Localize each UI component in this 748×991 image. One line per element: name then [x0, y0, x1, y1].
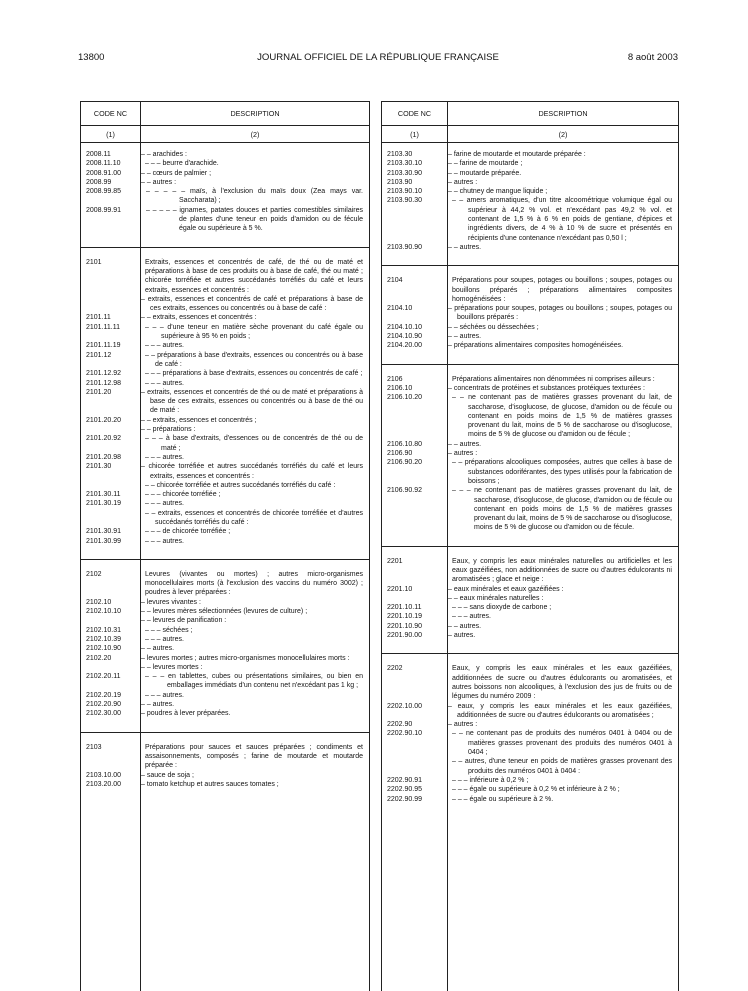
table-row: [382, 585, 678, 594]
code-column-header: CODE NC: [397, 109, 432, 118]
nc-code: 2008.11: [86, 151, 111, 158]
nc-code: 2201.10.11: [387, 604, 422, 612]
table-body: [382, 150, 678, 991]
nc-code: 2101.12: [86, 351, 112, 359]
description-text: – – autres.: [448, 333, 482, 341]
nc-code: 2106.10.20: [387, 394, 423, 402]
nc-code: 2102: [86, 570, 102, 578]
description-text: – autres :: [448, 721, 478, 729]
page-header: [78, 52, 678, 66]
description-text: – autres :: [448, 178, 478, 186]
description-text: – – – de chicorée torréfiée ;: [145, 528, 231, 536]
table-row: [81, 780, 369, 789]
table-row: [382, 622, 678, 631]
table-row: [81, 258, 369, 295]
nc-code: 2202.90.95: [387, 786, 423, 794]
description-text: – – – autres.: [145, 500, 184, 508]
description-text: – farine de moutarde et moutarde préparée :: [448, 151, 586, 158]
description-text: – – autres.: [448, 440, 482, 448]
nc-code: 2106.10: [387, 384, 413, 392]
table-row: [382, 776, 678, 785]
nc-code: 2201: [387, 557, 403, 565]
table-row: [382, 702, 678, 721]
nc-code: 2103.90.10: [387, 188, 423, 196]
table-row: [81, 369, 369, 378]
nc-code: 2202.90.99: [387, 795, 423, 803]
nc-code: [81, 425, 141, 434]
description-text: – – – égale ou supérieure à 2 %.: [452, 795, 554, 803]
nc-code: 2201.10.90: [387, 622, 423, 630]
description-text: – – – égale ou supérieure à 0,2 % et inférieure à 2 % ;: [452, 786, 620, 794]
description-text: – – – chicorée torréfiée ;: [145, 491, 221, 499]
table-row: [382, 393, 678, 439]
table-row: [81, 323, 369, 342]
table-row: [81, 654, 369, 663]
nc-code: 2101.30.11: [86, 491, 121, 499]
description-text: – préparations pour soupes, potages ou bouillons ; soupes, potages ou bouillons préparés :: [448, 305, 672, 322]
tariff-group: [81, 560, 369, 733]
table-row: [81, 481, 369, 490]
table-row: [81, 700, 369, 709]
nc-code: [81, 509, 141, 528]
nc-code: 2106: [387, 375, 403, 383]
description-text: – – – sans dioxyde de carbone ;: [452, 604, 552, 612]
page-number: 13800: [78, 52, 105, 63]
table-row: [382, 603, 678, 612]
nc-code: 2202.90.10: [387, 730, 423, 738]
table-row: [382, 664, 678, 701]
description-text: – – amers aromatiques, d'un titre alcoométrique volumique égal ou supérieur à 44,2 % vol. et n'excédant pas 49,2 % vol. et contenant de 1,5 % à 6 % en poids de gentiane, d'épices et ingrédients divers, de 4 % à 10 % de sucre et présentés en récipients d'une contenance n'excédant pas 0,50 l ;: [452, 197, 672, 242]
nc-code: 2202.90: [387, 721, 413, 729]
table-row: [81, 379, 369, 388]
description-text: – – – autres.: [145, 379, 184, 387]
nc-code: 2102.10.31: [86, 626, 122, 634]
description-text: – – – ne contenant pas de matières grasses provenant du lait, de saccharose, d'isoglucose, de glucose, d'amidon ou de fécule ou contenant en poids moins de 1,5 % de matières grasses provenant du lait, moins de 5 % de saccharose ou d'isoglucose, moins de 5 % de glucose ou d'amidon ou de fécule.: [452, 487, 672, 532]
nc-code: 2102.20.90: [86, 701, 122, 709]
tariff-group: [382, 654, 678, 803]
nc-code: 2101.20.92: [86, 435, 122, 443]
description-text: – – autres.: [448, 243, 482, 251]
table-row: [382, 729, 678, 757]
table-row: [81, 644, 369, 653]
description-text: – – levures mortes :: [141, 663, 203, 671]
table-row: [382, 631, 678, 640]
table-row: [382, 785, 678, 794]
table-header: [382, 102, 678, 126]
nc-code: 2202: [387, 665, 403, 673]
description-text: – – farine de moutarde ;: [448, 160, 523, 168]
nc-code: 2101.12.98: [86, 379, 122, 387]
description-text: – – cœurs de palmier ;: [141, 169, 212, 177]
nc-code: 2104.10.10: [387, 323, 423, 331]
nc-code: 2104.20.00: [387, 342, 423, 350]
nc-code: 2106.90: [387, 450, 413, 458]
nc-code: 2103.30.90: [387, 169, 423, 177]
description-text: – – autres.: [141, 701, 175, 709]
description-text: – autres :: [448, 450, 478, 458]
description-text: – – – à base d'extraits, d'essences ou de concentrés de thé ou de maté ;: [145, 435, 363, 452]
table-row: [81, 313, 369, 322]
table-row: [81, 388, 369, 416]
nc-code: 2008.99: [86, 178, 112, 186]
description-text: – – – autres.: [452, 613, 491, 621]
table-row: [382, 720, 678, 729]
description-text: – – arachides :: [141, 151, 187, 158]
nc-code: 2102.10: [86, 598, 112, 606]
table-row: [382, 375, 678, 384]
nc-code: 2104.10: [387, 305, 413, 313]
table-row: [81, 672, 369, 691]
table-row: [382, 323, 678, 332]
description-text: – – – autres.: [145, 537, 184, 545]
description-text: – – préparations :: [141, 426, 196, 434]
description-text: – – – beurre d'arachide.: [145, 160, 219, 168]
nc-code: 2102.20.19: [86, 691, 122, 699]
table-row: [81, 490, 369, 499]
nc-code: 2202.10.00: [387, 702, 423, 710]
nc-code: 2102.20: [86, 654, 112, 662]
table-row: [81, 169, 369, 178]
nc-code: 2008.91.00: [86, 169, 122, 177]
table-row: [382, 449, 678, 458]
nc-code: 2106.90.20: [387, 459, 423, 467]
description-text: – – – d'une teneur en matière sèche provenant du café égale ou supérieure à 95 % en poids ;: [145, 323, 363, 341]
description-text: – – eaux minérales naturelles :: [448, 594, 544, 602]
description-text: – – – séchées ;: [145, 626, 193, 634]
nc-code: [81, 616, 141, 625]
table-row: [81, 187, 369, 206]
table-row: [382, 304, 678, 323]
description-text: – – autres :: [141, 178, 177, 186]
nc-code: 2102.20.11: [86, 673, 121, 681]
table-row: [382, 440, 678, 449]
table-row: [81, 206, 369, 234]
nc-code: [382, 594, 448, 603]
description-text: – chicorée torréfiée et autres succédanés torréfiés du café et leurs extraits, essences et concentrés :: [141, 463, 363, 480]
nc-code: [81, 295, 141, 314]
table-row: [81, 691, 369, 700]
nc-code: 2008.99.85: [86, 188, 122, 196]
nc-code: 2101.30.91: [86, 528, 122, 536]
description-text: – poudres à lever préparées.: [141, 710, 231, 718]
description-text: – – – en tablettes, cubes ou présentations similaires, ou bien en emballages immédiats d'un contenu net n'excédant pas 1 kg ;: [145, 673, 363, 690]
table-row: [81, 635, 369, 644]
code-column-number: (1): [410, 129, 419, 139]
description-text: Eaux, y compris les eaux minérales et les eaux gazéifiées, additionnées de sucre ou d'autres édulcorants ou aromatisées, et autres boissons non alcooliques, à l'exclusion des jus de fruits ou de légumes du numéro 2009 :: [452, 665, 672, 701]
table-header-numbers: [382, 126, 678, 143]
nc-code: 2101.20.20: [86, 416, 122, 424]
table-row: [382, 150, 678, 159]
table-row: [382, 384, 678, 393]
description-text: – eaux minérales et eaux gazéifiées :: [448, 585, 564, 593]
description-text: Levures (vivantes ou mortes) ; autres micro-organismes monocellulaires morts (à l'exclusion des vaccins du numéro 3002) ; poudres à lever préparées :: [145, 570, 363, 597]
description-text: – – – autres.: [145, 635, 184, 643]
tariff-group: [81, 733, 369, 789]
table-row: [382, 332, 678, 341]
code-column-header: CODE NC: [93, 109, 128, 118]
nc-code: 2103.20.00: [86, 780, 122, 788]
description-text: – – chicorée torréfiée et autres succédanés torréfiés du café :: [145, 481, 336, 489]
table-row: [81, 616, 369, 625]
table-row: [81, 150, 369, 159]
table-row: [81, 598, 369, 607]
description-column-number: (2): [558, 129, 568, 139]
table-row: [382, 159, 678, 168]
description-text: – – extraits, essences et concentrés de chicorée torréfiée et d'autres succédanés torréfiés du café :: [145, 509, 363, 526]
nc-code: 2102.10.90: [86, 645, 122, 653]
nc-code: 2104: [387, 277, 403, 285]
table-row: [81, 663, 369, 672]
nc-code: 2101.20.98: [86, 453, 122, 461]
nc-code: 2201.90.00: [387, 632, 423, 640]
description-text: – préparations alimentaires composites homogénéisées.: [448, 342, 624, 350]
table-row: [81, 462, 369, 481]
table-row: [382, 594, 678, 603]
left-tariff-table: [80, 101, 370, 991]
table-row: [382, 187, 678, 196]
description-text: – levures vivantes :: [141, 598, 201, 606]
description-text: – – extraits, essences et concentrés :: [141, 314, 257, 322]
description-text: – – – autres.: [145, 453, 184, 461]
description-text: – – ne contenant pas de matières grasses provenant du lait, de saccharose, d'isoglucose, de glucose, d'amidon ou de fécule ou contenant en poids moins de 1,5 % de matières grasses provenant du lait, moins de 5 % de saccharose ou d'isoglucose, moins de 5 % de glucose ou d'amidon ou de fécule ;: [452, 394, 672, 439]
description-text: – – chutney de mangue liquide ;: [448, 188, 548, 196]
nc-code: 2103.90.30: [387, 197, 423, 205]
nc-code: 2103.90.90: [387, 243, 423, 251]
nc-code: [81, 481, 141, 490]
nc-code: 2102.10.10: [86, 608, 122, 616]
table-row: [81, 607, 369, 616]
description-text: – – – inférieure à 0,2 % ;: [452, 776, 529, 784]
table-row: [81, 425, 369, 434]
description-text: – levures mortes ; autres micro-organismes monocellulaires morts :: [141, 654, 350, 662]
description-text: Extraits, essences et concentrés de café, de thé ou de maté et préparations à base de ces produits ou à base de café, thé ou maté ; chicorée torréfiée et autres succédanés torréfiés du café et leurs extraits, essences et concentrés :: [145, 258, 363, 294]
table-row: [382, 612, 678, 621]
nc-code: 2201.10: [387, 585, 413, 593]
table-row: [382, 276, 678, 304]
table-row: [81, 771, 369, 780]
nc-code: 2103.10.00: [86, 771, 122, 779]
table-row: [382, 178, 678, 187]
description-text: – – – autres.: [145, 342, 184, 350]
table-row: [382, 243, 678, 252]
description-text: – – séchées ou déssechées ;: [448, 323, 539, 331]
nc-code: [382, 757, 448, 776]
nc-code: 2202.90.91: [387, 776, 423, 784]
table-row: [382, 169, 678, 178]
description-text: – – préparations à base d'extraits, essences ou concentrés ou à base de café :: [145, 351, 363, 368]
description-text: – autres.: [448, 632, 476, 640]
nc-code: 2103.90: [387, 178, 413, 186]
nc-code: 2106.10.80: [387, 440, 423, 448]
description-text: – – – préparations à base d'extraits, essences ou concentrés de café ;: [145, 370, 363, 378]
nc-code: 2103.30.10: [387, 160, 423, 168]
description-text: – – – – – maïs, à l'exclusion du maïs doux (Zea mays var. Saccharata) ;: [146, 188, 363, 205]
table-row: [81, 453, 369, 462]
description-text: – sauce de soja ;: [141, 771, 194, 779]
nc-code: 2201.10.19: [387, 613, 423, 621]
nc-code: 2101.11.11: [86, 323, 120, 331]
description-text: – – ne contenant pas de produits des numéros 0401 à 0404 ou de matières grasses provenant des produits des numéros 0401 à 0404 ;: [452, 730, 672, 757]
description-text: – tomato ketchup et autres sauces tomates ;: [141, 780, 279, 788]
tariff-group: [382, 365, 678, 547]
nc-code: 2101.30.19: [86, 500, 122, 508]
table-row: [382, 196, 678, 242]
description-text: – – levures de panification :: [141, 617, 227, 625]
publication-date: 8 août 2003: [627, 52, 678, 63]
nc-code: 2008.11.10: [86, 160, 121, 168]
description-column-header: DESCRIPTION: [230, 109, 280, 118]
table-row: [81, 509, 369, 528]
tariff-group: [382, 150, 678, 266]
description-text: Préparations pour soupes, potages ou bouillons ; soupes, potages ou bouillons préparés ; préparations alimentaires composites homogénéisées :: [452, 277, 672, 303]
table-header: [81, 102, 369, 126]
description-text: – – autres, d'une teneur en poids de matières grasses provenant des produits des numéros 0401 à 0404 :: [452, 758, 672, 775]
table-row: [382, 458, 678, 486]
description-text: – – – – – ignames, patates douces et parties comestibles similaires de plantes d'une teneur en poids d'amidon ou de fécule égale ou supérieure à 5 %.: [146, 206, 363, 233]
table-row: [81, 537, 369, 546]
tariff-group: [81, 248, 369, 560]
description-text: – – autres.: [448, 622, 482, 630]
table-row: [81, 341, 369, 350]
description-text: – – autres.: [141, 645, 175, 653]
table-row: [81, 743, 369, 771]
table-row: [81, 709, 369, 718]
table-row: [81, 434, 369, 453]
description-text: – extraits, essences et concentrés de thé ou de maté et préparations à base de ces extraits, essences ou concentrés ou à base de thé ou de maté :: [141, 388, 363, 415]
journal-title: JOURNAL OFFICIEL DE LA RÉPUBLIQUE FRANÇAISE: [257, 52, 499, 63]
nc-code: 2101: [86, 258, 102, 266]
nc-code: 2104.10.90: [387, 333, 423, 341]
description-text: Préparations alimentaires non dénommées ni comprises ailleurs :: [452, 375, 655, 383]
table-row: [81, 159, 369, 168]
table-row: [382, 795, 678, 804]
table-row: [382, 557, 678, 585]
description-text: Préparations pour sauces et sauces préparées ; condiments et assaisonnements, composés ; farine de moutarde et moutarde préparée :: [145, 743, 363, 770]
table-row: [81, 416, 369, 425]
nc-code: [81, 663, 141, 672]
table-row: [382, 486, 678, 532]
table-row: [382, 757, 678, 776]
nc-code: 2103.30: [387, 151, 413, 158]
nc-code: 2102.10.39: [86, 635, 122, 643]
description-text: – extraits, essences et concentrés de café et préparations à base de ces extraits, essences ou concentrés ou à base de café :: [141, 295, 363, 313]
table-header-numbers: [81, 126, 369, 143]
nc-code: 2008.99.91: [86, 206, 122, 214]
code-column-number: (1): [106, 129, 115, 139]
tariff-group: [382, 547, 678, 655]
description-text: – – préparations alcooliques composées, autres que celles à base de substances odoriférantes, des types utilisés pour la fabrication de boissons ;: [452, 459, 672, 485]
description-text: – – – autres.: [145, 691, 184, 699]
description-column-header: DESCRIPTION: [538, 109, 588, 118]
description-text: Eaux, y compris les eaux minérales naturelles ou artificielles et les eaux gazéifiées, non additionnées de sucre ou d'autres édulcorants ni aromatisées ; glace et neige :: [452, 557, 672, 584]
tariff-group: [382, 266, 678, 364]
table-row: [81, 626, 369, 635]
description-text: – – levures mères sélectionnées (levures de culture) ;: [141, 608, 308, 616]
nc-code: 2101.20: [86, 388, 112, 396]
description-text: – – moutarde préparée.: [448, 169, 522, 177]
table-row: [81, 570, 369, 598]
description-column-number: (2): [250, 129, 260, 139]
nc-code: 2101.30.99: [86, 537, 122, 545]
nc-code: 2102.30.00: [86, 710, 122, 718]
tariff-group: [81, 150, 369, 248]
description-text: – concentrats de protéines et substances protéiques texturées :: [448, 384, 645, 392]
table-row: [81, 295, 369, 314]
description-text: – – extraits, essences et concentrés ;: [141, 416, 257, 424]
table-row: [81, 527, 369, 536]
nc-code: 2101.12.92: [86, 370, 122, 378]
nc-code: 2101.30: [86, 463, 112, 471]
table-row: [81, 178, 369, 187]
right-tariff-table: [381, 101, 679, 991]
description-text: – eaux, y compris les eaux minérales et les eaux gazéifiées, additionnées de sucre ou d'autres édulcorants ou aromatisées ;: [448, 702, 672, 719]
nc-code: 2103: [86, 743, 102, 751]
table-row: [81, 351, 369, 370]
nc-code: 2101.11.19: [86, 342, 121, 350]
table-row: [81, 499, 369, 508]
nc-code: 2106.90.92: [387, 487, 423, 495]
table-body: [81, 150, 369, 991]
nc-code: 2101.11: [86, 314, 111, 322]
table-row: [382, 341, 678, 350]
